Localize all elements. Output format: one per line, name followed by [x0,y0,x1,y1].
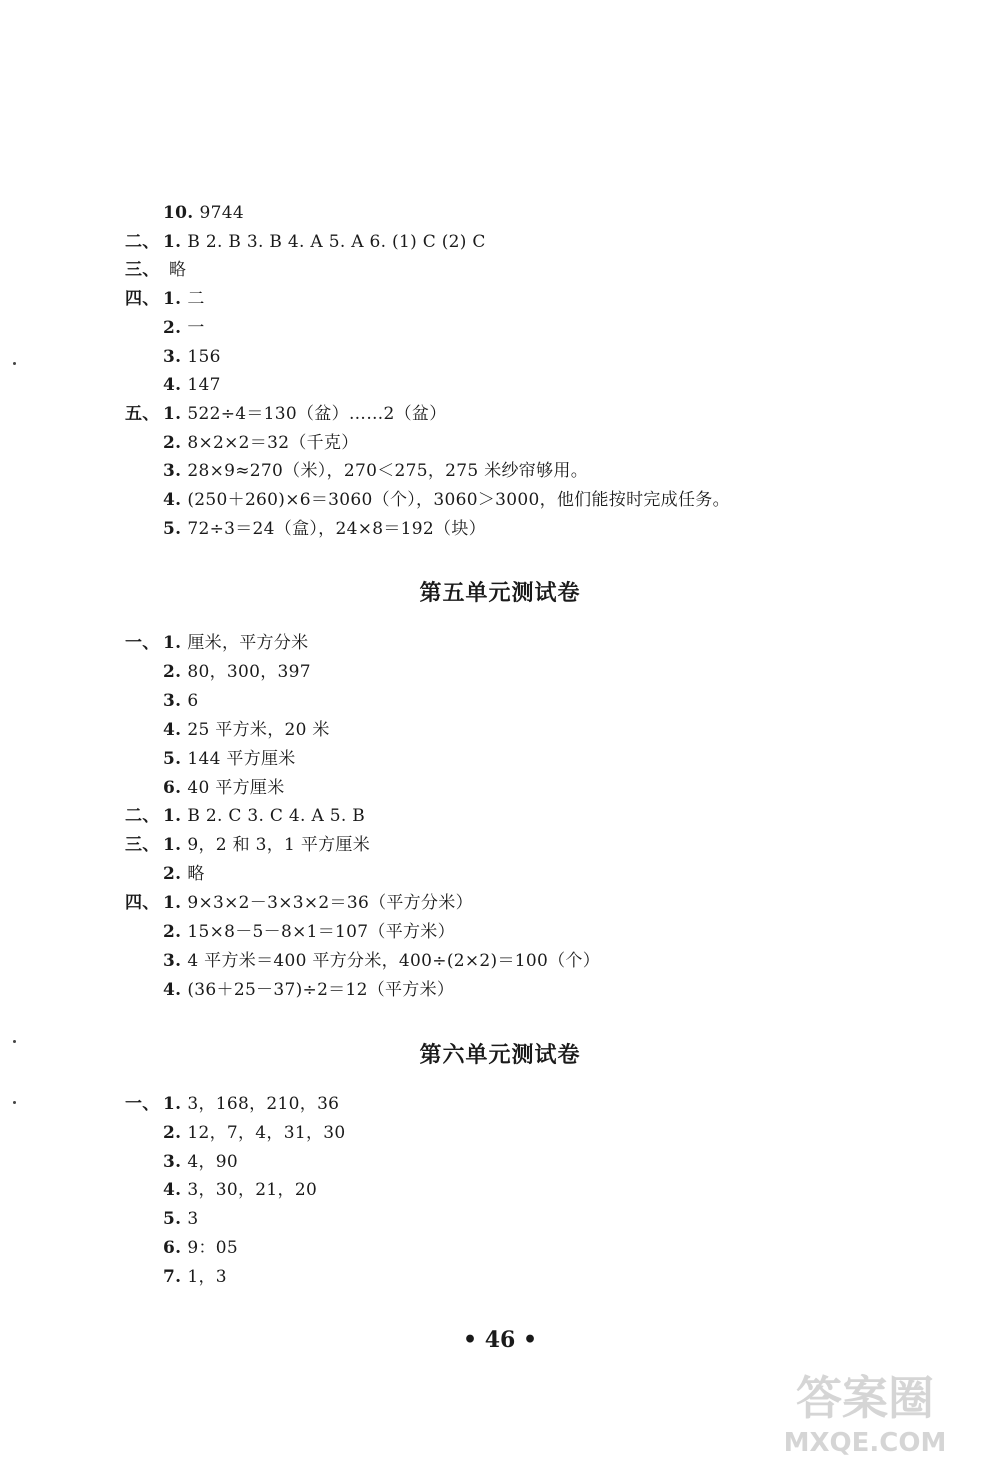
answer-line [125,805,365,827]
item-number: 3. [163,1151,182,1172]
item-number: 5. [163,518,182,539]
item-number: 3. [163,461,182,482]
svg-text:MXQE.COM: MXQE.COM [783,1428,947,1458]
item-number: 2. [163,1122,182,1143]
item-number: 2. [163,661,182,682]
answer-text: 略 [169,260,187,281]
item-number: 5. [163,748,182,769]
answer-line [125,1093,339,1115]
answer-line [125,374,221,396]
answer-line [125,777,285,799]
answer-line [125,1266,227,1288]
scan-mark [13,1101,16,1104]
scan-mark [13,1040,16,1043]
answer-text: 522÷4＝130（盆）……2（盆） [187,403,447,424]
section-title-unit6: 第六单元测试卷 [419,1043,581,1068]
answer-line [125,231,486,253]
item-number: 2. [163,317,182,338]
answer-text: 147 [187,375,221,396]
answer-line [125,460,588,482]
answer-text: 9：05 [187,1238,239,1258]
watermark-logo [750,1359,980,1459]
answer-text: 6 [187,690,199,711]
item-number: 1. [163,1094,182,1114]
answer-text: 15×8－5－8×1＝107（平方米） [187,922,455,942]
answer-text: 9744 [199,203,244,223]
item-number: 2. [163,922,182,942]
svg-text:答案圈: 答案圈 [796,1371,934,1425]
answer-line [125,950,600,972]
section-label: 二、 [125,231,160,252]
answer-text: 25 平方米，20 米 [187,719,330,740]
answer-text: 28×9≈270（米），270＜275，275 米纱帘够用。 [187,461,588,482]
answer-line [125,1122,346,1144]
answer-line [125,979,454,1001]
item-number: 4. [163,375,182,396]
answer-line [125,432,359,454]
answer-text: 144 平方厘米 [187,748,296,769]
answer-text: 厘米，平方分米 [187,633,309,653]
answer-text: B 2. B 3. B 4. A 5. A 6. (1) C (2) C [187,231,486,252]
item-number: 4. [163,490,182,510]
item-number: 2. [163,864,182,885]
answer-line [125,719,330,741]
answer-line [125,863,205,885]
section-label: 一、 [125,633,160,653]
scan-mark [13,362,16,365]
answer-line [125,1151,238,1173]
answer-line [125,632,308,654]
answer-text: (250＋260)×6＝3060（个），3060＞3000，他们能按时完成任务。 [187,490,730,510]
answer-text: 略 [187,864,205,885]
answer-text: 1，3 [187,1266,227,1287]
answer-text: 9，2 和 3，1 平方厘米 [187,835,371,856]
answer-line [125,1208,198,1230]
item-number: 6. [163,1238,182,1258]
item-number: 1. [163,231,182,252]
answer-line [125,346,221,368]
answer-line [125,202,244,224]
item-number: 4. [163,719,182,740]
answer-text: 80，300，397 [187,661,311,682]
item-number: 2. [163,432,182,453]
item-number: 3. [163,950,182,971]
section-label: 三、 [125,260,160,281]
answer-text: 156 [187,346,221,367]
answer-line [125,489,730,511]
answer-text: B 2. C 3. C 4. A 5. B [187,806,366,827]
answer-line [125,690,198,712]
item-number: 1. [163,835,182,856]
answer-text: 3 [187,1209,199,1230]
answer-text: 3，30，21，20 [187,1180,318,1201]
section-label: 五、 [125,403,160,424]
item-number: 1. [163,403,182,424]
answer-text: 40 平方厘米 [187,777,285,798]
answer-line [125,661,311,683]
section-label: 三、 [125,835,160,856]
item-number: 6. [163,777,182,798]
item-number: 1. [163,289,182,310]
answer-line [125,892,473,914]
answer-line [125,288,205,310]
answer-line [125,1237,238,1259]
answer-line [125,518,486,540]
section-label: 四、 [125,893,160,914]
section-title-unit5: 第五单元测试卷 [419,581,581,606]
answer-line [125,748,296,770]
item-number: 1. [163,633,182,653]
answer-text: 一 [187,317,205,338]
item-number: 10. [163,203,194,223]
answer-text: 8×2×2＝32（千克） [187,432,359,453]
item-number: 1. [163,806,182,827]
answer-text: (36＋25－37)÷2＝12（平方米） [187,979,455,1000]
answer-text: 4，90 [187,1151,239,1172]
answer-line [125,1179,317,1201]
answer-text: 二 [187,289,205,310]
answer-line [125,259,186,281]
section-label: 一、 [125,1094,160,1114]
section-label: 四、 [125,289,160,310]
item-number: 7. [163,1266,182,1287]
item-number: 3. [163,690,182,711]
item-number: 4. [163,1180,182,1201]
section-label: 二、 [125,806,160,827]
item-number: 1. [163,893,182,914]
answer-line [125,921,455,943]
answer-text: 3，168，210，36 [187,1094,340,1114]
answer-line [125,834,370,856]
answer-line [125,403,447,425]
answer-text: 72÷3＝24（盒），24×8＝192（块） [187,518,486,539]
item-number: 4. [163,979,182,1000]
item-number: 5. [163,1209,182,1230]
answer-text: 12，7，4，31，30 [187,1122,346,1143]
item-number: 3. [163,346,182,367]
answer-text: 4 平方米＝400 平方分米，400÷(2×2)＝100（个） [187,950,601,971]
page-number: • 46 • [462,1327,538,1353]
answer-line [125,317,205,339]
answer-text: 9×3×2－3×3×2＝36（平方分米） [187,893,473,914]
